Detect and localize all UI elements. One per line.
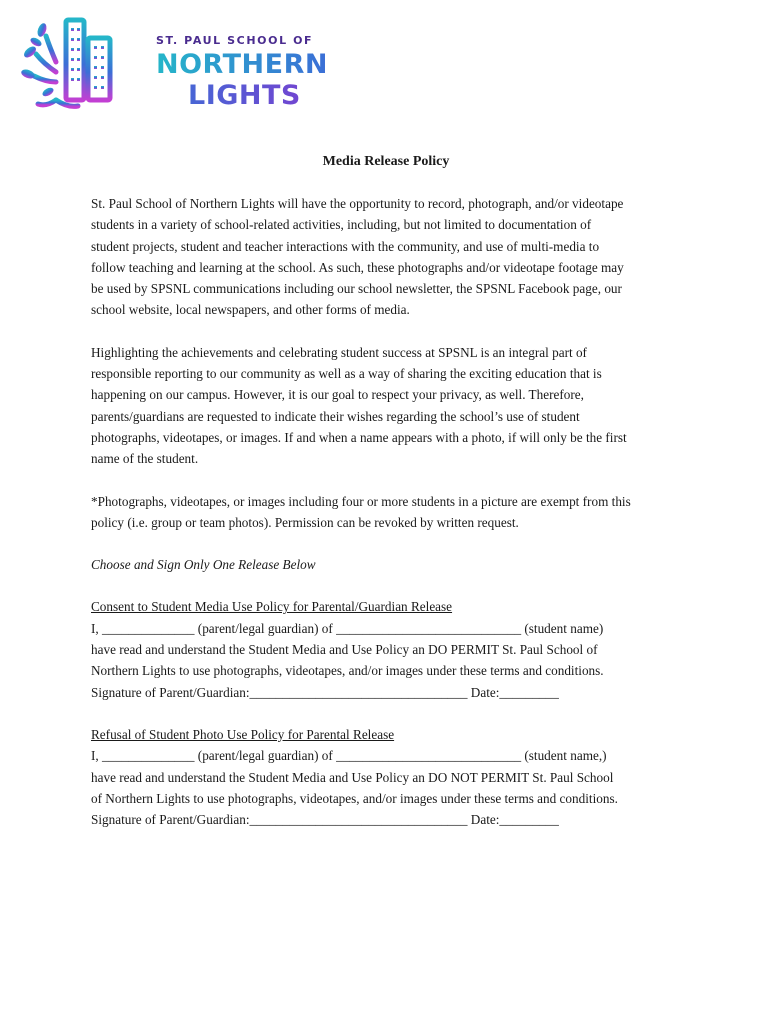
refusal-heading: Refusal of Student Photo Use Policy for Parental Release <box>91 726 395 742</box>
text-line: have read and understand the Student Media and Use Policy an DO PERMIT St. Paul School of <box>91 642 598 658</box>
text-line: have read and understand the Student Media and Use Policy an DO NOT PERMIT St. Paul School <box>91 769 614 785</box>
text-line: Highlighting the achievements and celebrating student success at SPSNL is an integral part of <box>91 344 587 360</box>
document-body <box>91 151 691 830</box>
text-line: school website, local newspapers, and other forms of media. <box>91 302 410 318</box>
text-line: photographs, videotapes, or images. If and when a name appears with a photo, if will only be the first <box>91 429 627 445</box>
instruction <box>91 554 691 575</box>
text-line: Northern Lights to use photographs, videotapes, and/or images under these terms and conditions. <box>91 663 604 679</box>
tree-city-icon <box>16 12 126 122</box>
instruction-text: Choose and Sign Only One Release Below <box>91 557 316 573</box>
text-line: name of the student. <box>91 451 199 467</box>
highlight-paragraph <box>91 342 691 470</box>
refusal-name-line[interactable]: I, ______________ (parent/legal guardian) of ____________________________ (student name,) <box>91 748 607 764</box>
text-line: student projects, student and teacher interactions with the community, and use of multi-media to <box>91 238 600 254</box>
logo-wordmark <box>156 34 326 111</box>
intro-paragraph <box>91 193 691 321</box>
exempt-paragraph <box>91 491 691 534</box>
document-title: Media Release Policy <box>322 154 450 169</box>
refusal-section <box>91 724 691 830</box>
text-line: be used by SPSNL communications including our school newsletter, the SPSNL Facebook page, our <box>91 281 622 297</box>
text-line: parents/guardians are requested to indicate their wishes regarding the school’s use of student <box>91 408 580 424</box>
consent-name-line[interactable]: I, ______________ (parent/legal guardian) of ____________________________ (student name) <box>91 620 604 636</box>
consent-signature-line[interactable]: Signature of Parent/Guardian:_________________________________ Date:_________ <box>91 684 559 700</box>
text-line: of Northern Lights to use photographs, videotapes, and/or images under these terms and conditions. <box>91 790 618 806</box>
text-line: follow teaching and learning at the school. As such, these photographs and/or videotape footage may <box>91 259 624 275</box>
school-logo <box>16 12 328 122</box>
text-line: St. Paul School of Northern Lights will have the opportunity to record, photograph, and/or videotape <box>91 196 624 211</box>
text-line: *Photographs, videotapes, or images including four or more students in a picture are exempt from this <box>91 493 631 509</box>
consent-section <box>91 596 691 702</box>
logo-line-3: LIGHTS <box>156 80 326 111</box>
text-line: students in a variety of school-related activities, including, but not limited to documentation of <box>91 217 592 233</box>
consent-heading: Consent to Student Media Use Policy for Parental/Guardian Release <box>91 599 453 615</box>
text-line: responsible reporting to our community as well as a way of sharing the exciting education that is <box>91 366 602 382</box>
text-line: policy (i.e. group or team photos). Permission can be revoked by written request. <box>91 514 519 530</box>
logo-line-2: NORTHERN <box>156 49 328 80</box>
text-line: happening on our campus. However, it is our goal to respect your privacy, as well. Therefore, <box>91 387 584 403</box>
refusal-signature-line[interactable]: Signature of Parent/Guardian:_________________________________ Date:_________ <box>91 812 559 828</box>
logo-line-1: ST. PAUL SCHOOL OF <box>156 34 314 47</box>
